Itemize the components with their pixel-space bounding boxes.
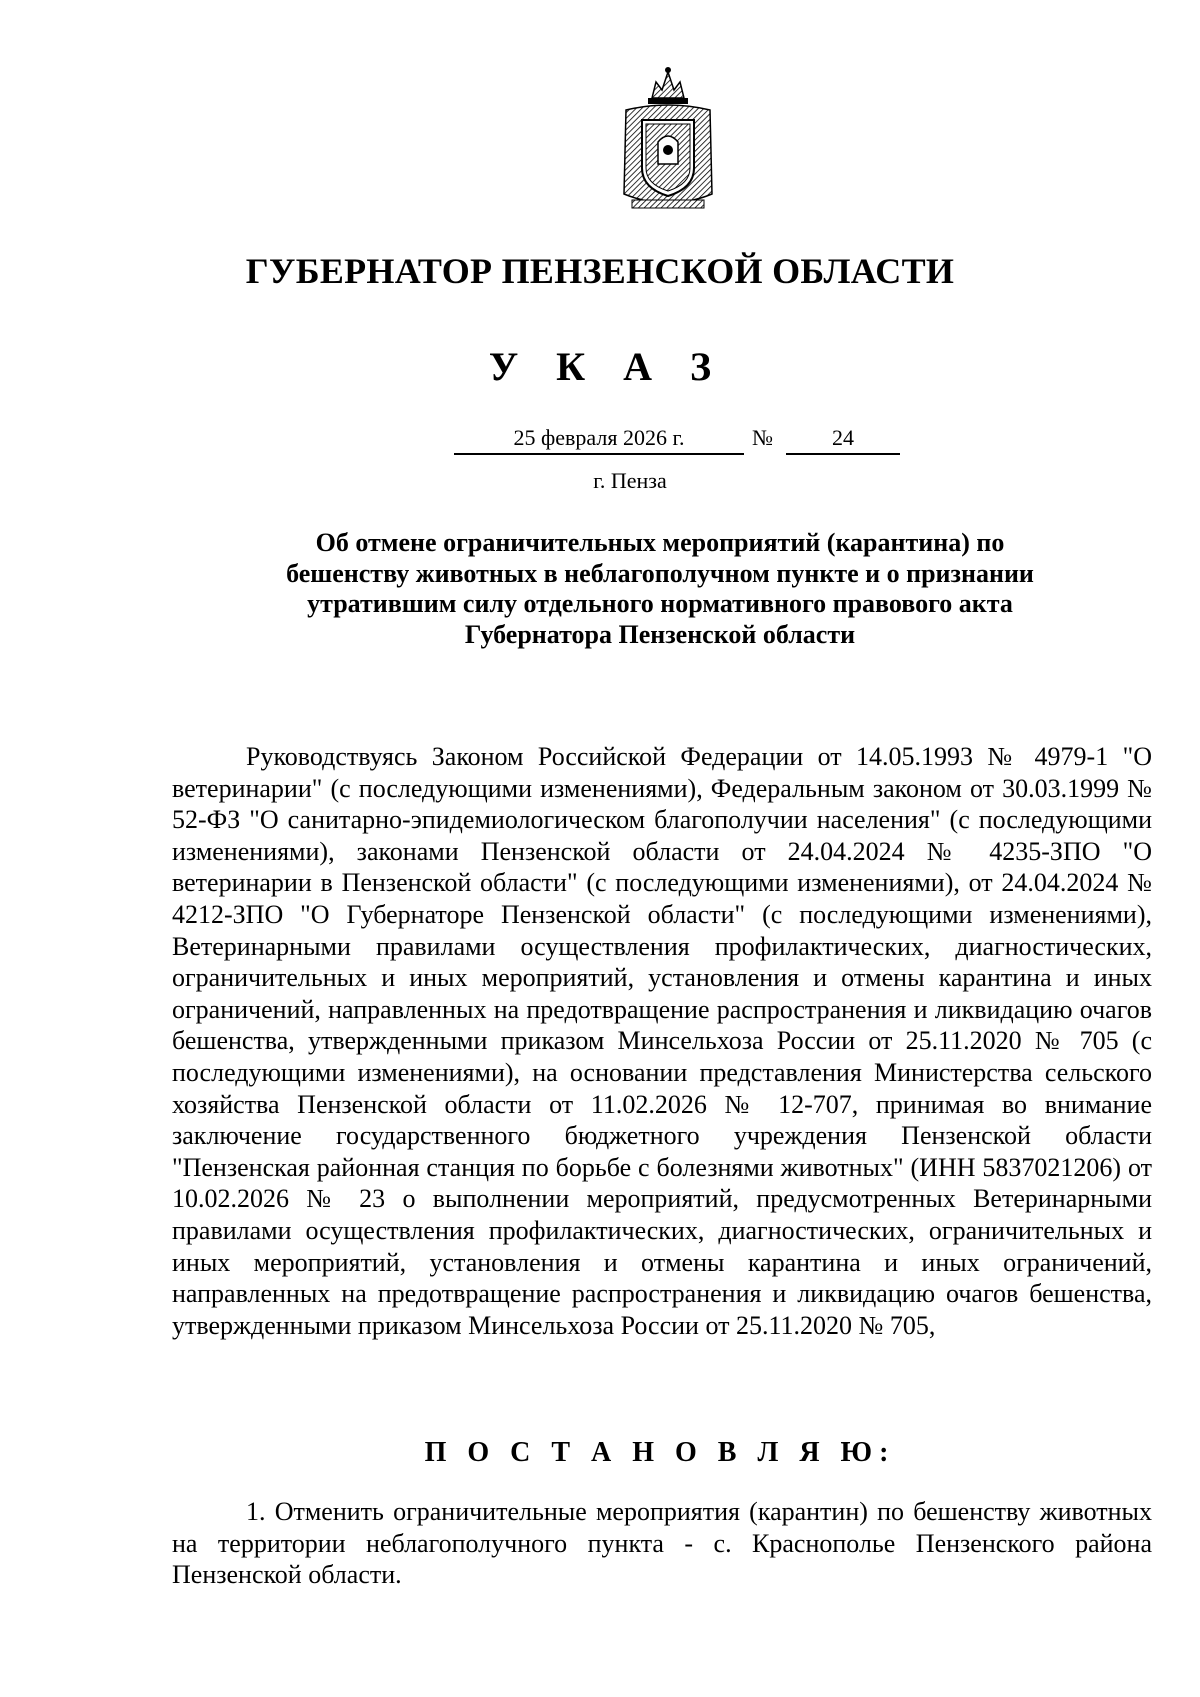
document-number: 24	[786, 425, 900, 455]
preamble-paragraph: Руководствуясь Законом Российской Федерации от 14.05.1993 № 4979-1 "О ветеринарии" (с последующими изменениями), Федеральным законом от 30.03.1999 № 52-ФЗ "О санитарно-эпидемиологическом благополучии населения" (с последующими изменениями), законами Пензенской области от 24.04.2024 № 4235-ЗПО "О ветеринарии в Пензенской области" (с последующими изменениями), от 24.04.2024 № 4212-ЗПО "О Губернаторе Пензенской области" (с последующими изменениями), Ветеринарными правилами осуществления профилактических, диагностических, ограничительных и иных мероприятий, установления и отмены карантина и иных ограничений, направленных на предотвращение распространения и ликвидацию очагов бешенства, утвержденными приказом Минсельхоза России от 25.11.2020 № 705 (с последующими изменениями), на основании представления Министерства сельского хозяйства Пензенской области от 11.02.2026 № 12-707, принимая во внимание заключение государственного бюджетного учреждения Пензенской области "Пензенская районная станция по борьбе с болезнями животных" (ИНН 5837021206) от 10.02.2026 № 23 о выполнении мероприятий, предусмотренных Ветеринарными правилами осуществления профилактических, диагностических, ограничительных и иных мероприятий, установления и отмены карантина и иных ограничений, направленных на предотвращение распространения и ликвидацию очагов бешенства, утвержденными приказом Минсельхоза России от 25.11.2020 № 705,	[172, 742, 1152, 1340]
resolution-heading: П О С Т А Н О В Л Я Ю:	[424, 1437, 896, 1468]
document-city: г. Пенза	[593, 468, 667, 493]
decree-point-1: 1. Отменить ограничительные мероприятия (карантин) по бешенству животных на территории неблагополучного пункта - с. Краснополье Пензенского района Пензенской области.	[172, 1497, 1152, 1590]
number-sign: №	[752, 425, 773, 450]
issuing-authority: ГУБЕРНАТОР ПЕНЗЕНСКОЙ ОБЛАСТИ	[245, 251, 955, 291]
coat-of-arms-icon	[612, 64, 724, 216]
document-date: 25 февраля 2026 г.	[454, 425, 744, 455]
document-subject: Об отмене ограничительных мероприятий (карантина) по бешенству животных в неблагополучном пункте и о признании утратившим силу отдельного нормативного правового акта Губернатора Пензенской области	[286, 528, 1034, 649]
document-type-title: У К А З	[488, 344, 726, 389]
